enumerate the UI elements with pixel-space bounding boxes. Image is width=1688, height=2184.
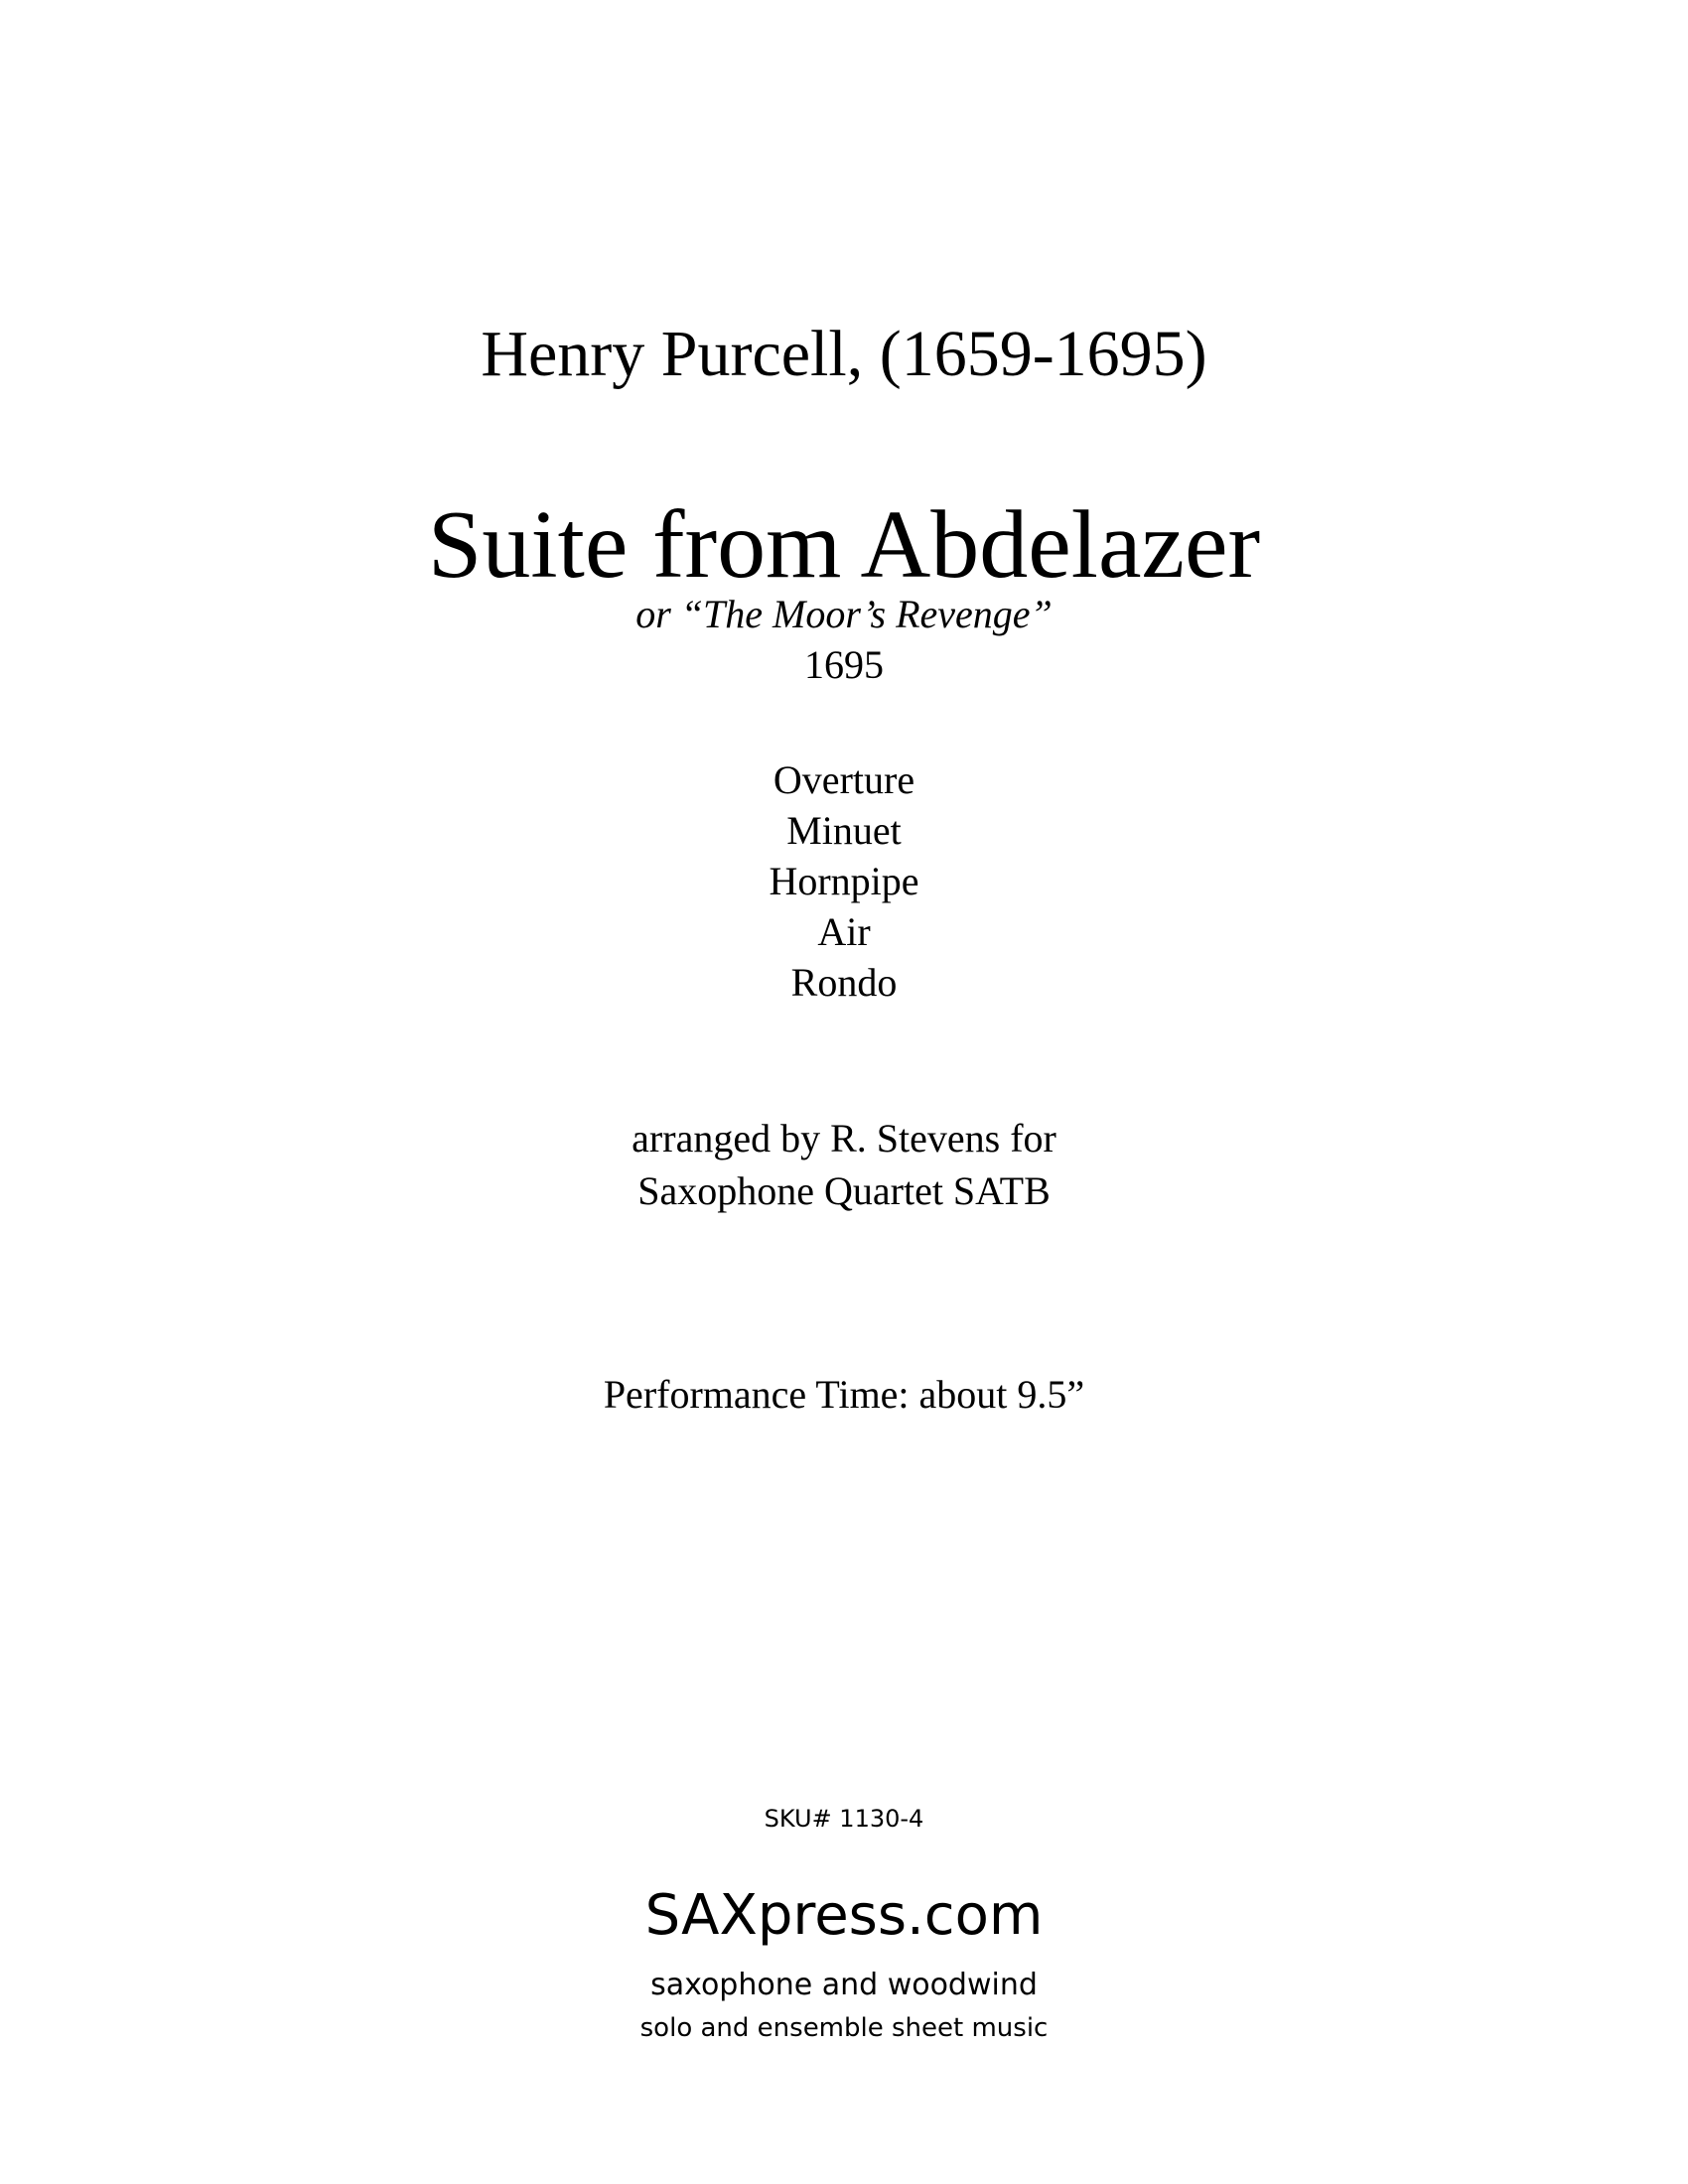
sku-number: SKU# 1130-4 bbox=[764, 1805, 924, 1833]
publisher-tagline-secondary: solo and ensemble sheet music bbox=[639, 2013, 1049, 2043]
arranger-credit: arranged by R. Stevens for bbox=[632, 1116, 1056, 1160]
composition-year: 1695 bbox=[804, 642, 884, 687]
movement-item: Hornpipe bbox=[769, 859, 919, 903]
composer-name: Henry Purcell, (1659-1695) bbox=[481, 318, 1207, 390]
publisher-tagline: saxophone and woodwind bbox=[650, 1968, 1038, 2002]
performance-time: Performance Time: about 9.5” bbox=[603, 1372, 1085, 1417]
movement-item: Air bbox=[817, 909, 871, 954]
piece-title: Suite from Abdelazer bbox=[427, 491, 1261, 599]
movement-list bbox=[0, 754, 1688, 1008]
movement-item: Minuet bbox=[786, 808, 902, 853]
instrumentation: Saxophone Quartet SATB bbox=[637, 1168, 1051, 1213]
publisher-site: SAXpress.com bbox=[644, 1883, 1044, 1948]
piece-subtitle: or “The Moor’s Revenge” bbox=[635, 592, 1053, 636]
movement-item: Rondo bbox=[790, 960, 898, 1005]
movement-item: Overture bbox=[773, 757, 915, 802]
